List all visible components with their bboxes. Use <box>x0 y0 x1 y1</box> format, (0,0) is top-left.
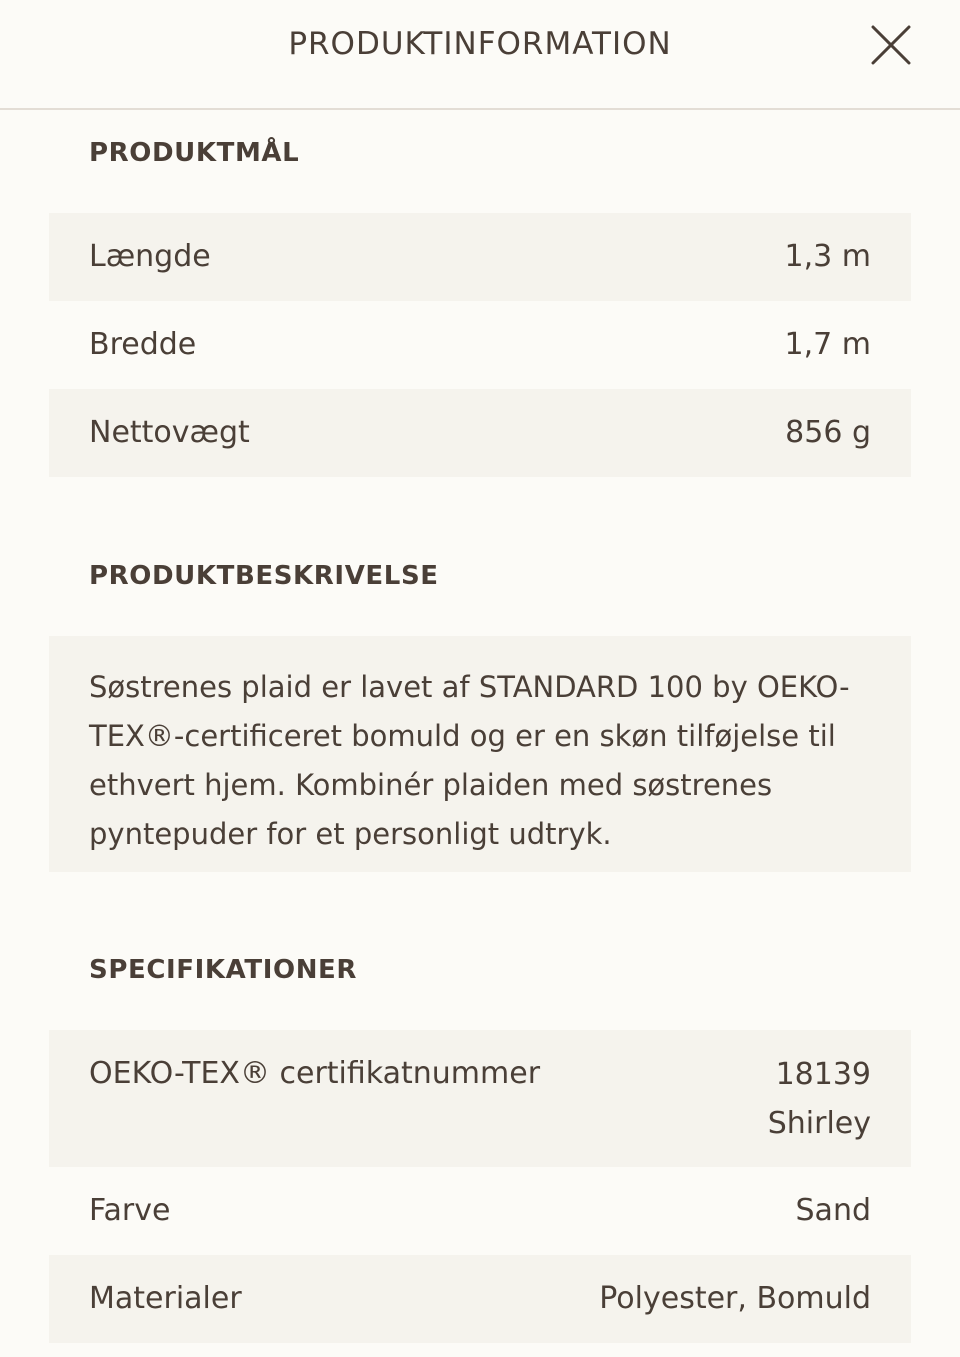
modal-title: PRODUKTINFORMATION <box>288 26 672 62</box>
row-label: Nettovægt <box>89 415 250 450</box>
table-row <box>49 389 911 477</box>
table-row <box>49 1255 911 1343</box>
row-value: 1,7 m <box>784 327 871 362</box>
section-title-description: PRODUKTBESKRIVELSE <box>89 561 439 591</box>
table-row <box>49 213 911 301</box>
description-line: Søstrenes plaid er lavet af STANDARD 100 by OEKO- <box>89 670 850 704</box>
section-title-dimensions: PRODUKTMÅL <box>89 138 300 168</box>
row-label: OEKO-TEX® certifikatnummer <box>89 1056 541 1091</box>
close-icon <box>868 22 914 68</box>
row-value: Polyester, Bomuld <box>599 1281 871 1316</box>
row-label: Materialer <box>89 1281 242 1316</box>
table-row <box>49 1030 911 1167</box>
specifications-table <box>49 1030 911 1343</box>
row-label: Farve <box>89 1193 171 1228</box>
row-label: Længde <box>89 239 211 274</box>
description-line: ethvert hjem. Kombinér plaiden med søstrenes <box>89 768 773 802</box>
row-label: Bredde <box>89 327 197 362</box>
close-button[interactable] <box>868 22 914 68</box>
description-line: TEX®-certificeret bomuld og er en skøn tilføjelse til <box>89 719 836 753</box>
section-title-specifications: SPECIFIKATIONER <box>89 955 358 985</box>
description-box <box>49 636 911 872</box>
dimensions-table <box>49 213 911 477</box>
table-row <box>49 1167 911 1255</box>
table-row <box>49 301 911 389</box>
row-value <box>768 1050 871 1148</box>
row-value: 1,3 m <box>784 239 871 274</box>
row-value: 856 g <box>785 415 871 450</box>
description-line: pyntepuder for et personligt udtryk. <box>89 817 612 851</box>
row-value-line: 18139 <box>775 1057 871 1092</box>
row-value: Sand <box>795 1193 871 1228</box>
modal-header <box>0 0 960 110</box>
row-value-line: Shirley <box>767 1106 871 1141</box>
